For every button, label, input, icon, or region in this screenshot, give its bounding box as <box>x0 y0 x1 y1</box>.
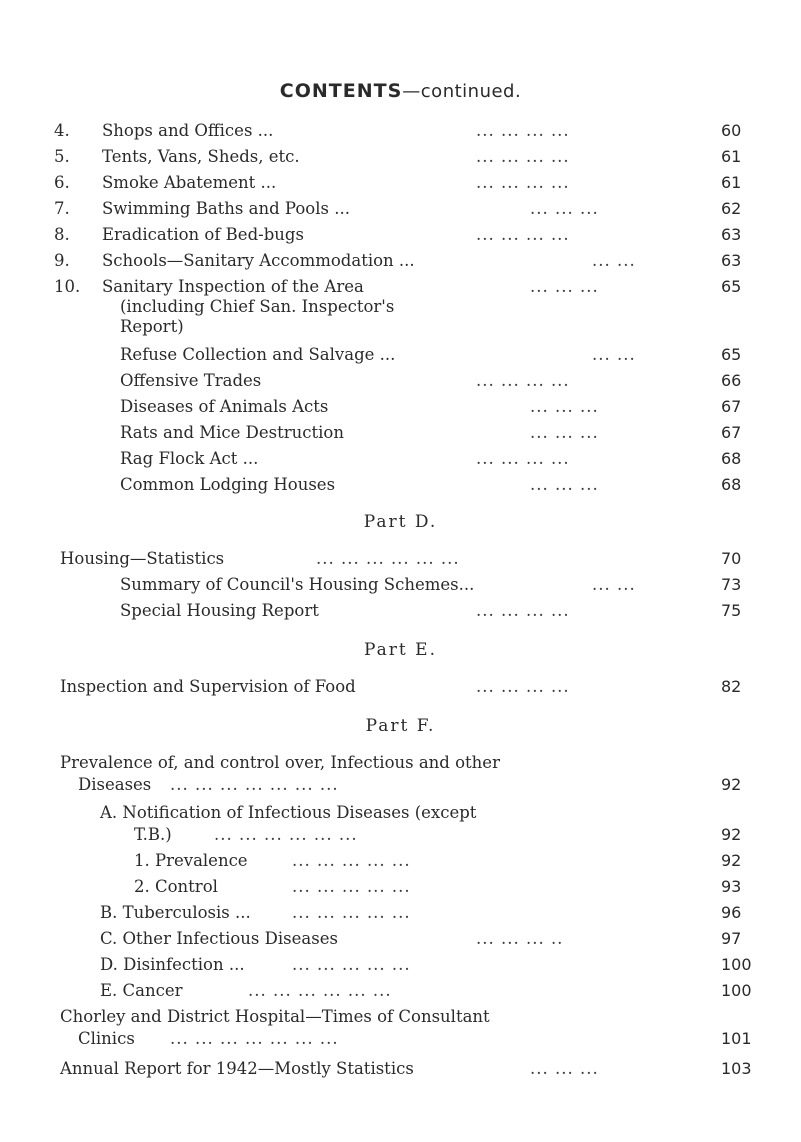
leader-dots: ... ... ... <box>530 199 599 218</box>
leader-dots: ... ... ... ... ... <box>292 851 411 870</box>
entry-label-line2: Clinics <box>78 1029 135 1048</box>
entry-page: 65 <box>721 277 742 296</box>
leader-dots: ... ... ... <box>530 1059 599 1078</box>
entry-page: 63 <box>721 225 742 244</box>
leader-dots: ... ... ... ... ... <box>292 877 411 896</box>
entry-page: 100 <box>721 955 752 974</box>
title-caps: CONTENTS <box>279 80 403 102</box>
entry-label: Annual Report for 1942—Mostly Statistics <box>60 1059 414 1078</box>
entry-page: 97 <box>721 929 742 948</box>
leader-dots: ... ... <box>592 345 636 364</box>
entry-page: 82 <box>721 677 742 696</box>
leader-dots: ... ... ... ... <box>476 147 570 166</box>
entry-number: 4. <box>54 121 70 140</box>
leader-dots: ... ... ... ... <box>476 121 570 140</box>
entry-label: Prevalence of, and control over, Infectious and other <box>60 753 500 772</box>
entry-number: 5. <box>54 147 70 166</box>
entry-page: 60 <box>721 121 742 140</box>
leader-dots: ... ... ... ... <box>476 225 570 244</box>
leader-dots: ... ... ... ... <box>476 371 570 390</box>
part-heading: Part E. <box>364 640 437 660</box>
entry-label: Special Housing Report <box>120 601 319 620</box>
entry-page: 61 <box>721 173 742 192</box>
entry-number: 10. <box>54 277 81 296</box>
entry-page: 67 <box>721 423 742 442</box>
entry-number: 9. <box>54 251 70 270</box>
entry-number: 8. <box>54 225 70 244</box>
leader-dots: ... ... ... ... ... ... ... <box>170 1029 339 1048</box>
entry-page: 62 <box>721 199 742 218</box>
entry-label: Rag Flock Act ... <box>120 449 259 468</box>
entry-label: Swimming Baths and Pools ... <box>102 199 350 218</box>
leader-dots: ... ... ... ... <box>476 677 570 696</box>
entry-label: Chorley and District Hospital—Times of Consultant <box>60 1007 490 1026</box>
entry-page: 70 <box>721 549 742 568</box>
entry-label: Offensive Trades <box>120 371 262 390</box>
entry-label-line2: (including Chief San. Inspector's <box>120 297 395 316</box>
entry-label: Tents, Vans, Sheds, etc. <box>102 147 300 166</box>
entry-page: 75 <box>721 601 742 620</box>
leader-dots: ... ... ... ... ... ... ... <box>170 775 339 794</box>
leader-dots: ... ... <box>592 575 636 594</box>
entry-label: Rats and Mice Destruction <box>120 423 344 442</box>
entry-page: 92 <box>721 825 742 844</box>
leader-dots: ... ... ... ... ... ... <box>316 549 460 568</box>
leader-dots: ... ... ... ... ... <box>292 955 411 974</box>
entry-label: D. Disinfection ... <box>100 955 245 974</box>
entry-label: 2. Control <box>134 877 218 896</box>
leader-dots: ... ... ... .. <box>476 929 564 948</box>
part-heading: Part D. <box>363 512 438 532</box>
entry-label: Refuse Collection and Salvage ... <box>120 345 396 364</box>
entry-label: A. Notification of Infectious Diseases (except <box>100 803 477 822</box>
entry-label-line2: T.B.) <box>134 825 172 844</box>
entry-number: 7. <box>54 199 70 218</box>
entry-label: Sanitary Inspection of the Area <box>102 277 364 296</box>
entry-page: 92 <box>721 851 742 870</box>
entry-number: 6. <box>54 173 70 192</box>
entry-page: 92 <box>721 775 742 794</box>
entry-label: Inspection and Supervision of Food <box>60 677 356 696</box>
entry-label: E. Cancer <box>100 981 183 1000</box>
entry-label-line3: Report) <box>120 317 184 336</box>
leader-dots: ... ... ... ... ... <box>292 903 411 922</box>
entry-page: 66 <box>721 371 742 390</box>
entry-page: 61 <box>721 147 742 166</box>
leader-dots: ... ... <box>592 251 636 270</box>
entry-label: Smoke Abatement ... <box>102 173 277 192</box>
entry-label-line2: Diseases <box>78 775 152 794</box>
leader-dots: ... ... ... <box>530 277 599 296</box>
page-title <box>0 80 801 102</box>
entry-page: 68 <box>721 475 742 494</box>
entry-page: 73 <box>721 575 742 594</box>
entry-page: 96 <box>721 903 742 922</box>
entry-label: B. Tuberculosis ... <box>100 903 251 922</box>
entry-page: 101 <box>721 1029 752 1048</box>
leader-dots: ... ... ... <box>530 397 599 416</box>
entry-page: 65 <box>721 345 742 364</box>
entry-label: Eradication of Bed-bugs <box>102 225 304 244</box>
entry-label: Diseases of Animals Acts <box>120 397 329 416</box>
entry-label: Schools—Sanitary Accommodation ... <box>102 251 415 270</box>
entry-label: 1. Prevalence <box>134 851 248 870</box>
leader-dots: ... ... ... ... <box>476 173 570 192</box>
entry-page: 63 <box>721 251 742 270</box>
entry-page: 68 <box>721 449 742 468</box>
leader-dots: ... ... ... <box>530 423 599 442</box>
entry-page: 93 <box>721 877 742 896</box>
leader-dots: ... ... ... ... <box>476 449 570 468</box>
part-heading: Part F. <box>365 716 436 736</box>
entry-page: 67 <box>721 397 742 416</box>
entry-label: C. Other Infectious Diseases <box>100 929 338 948</box>
entry-page: 100 <box>721 981 752 1000</box>
entry-label: Shops and Offices ... <box>102 121 274 140</box>
leader-dots: ... ... ... ... ... ... <box>248 981 392 1000</box>
entry-label: Summary of Council's Housing Schemes... <box>120 575 475 594</box>
leader-dots: ... ... ... ... <box>476 601 570 620</box>
entry-label: Common Lodging Houses <box>120 475 336 494</box>
entry-page: 103 <box>721 1059 752 1078</box>
entry-label: Housing—Statistics <box>60 549 225 568</box>
leader-dots: ... ... ... ... ... ... <box>214 825 358 844</box>
title-rest: —continued. <box>402 81 522 102</box>
leader-dots: ... ... ... <box>530 475 599 494</box>
